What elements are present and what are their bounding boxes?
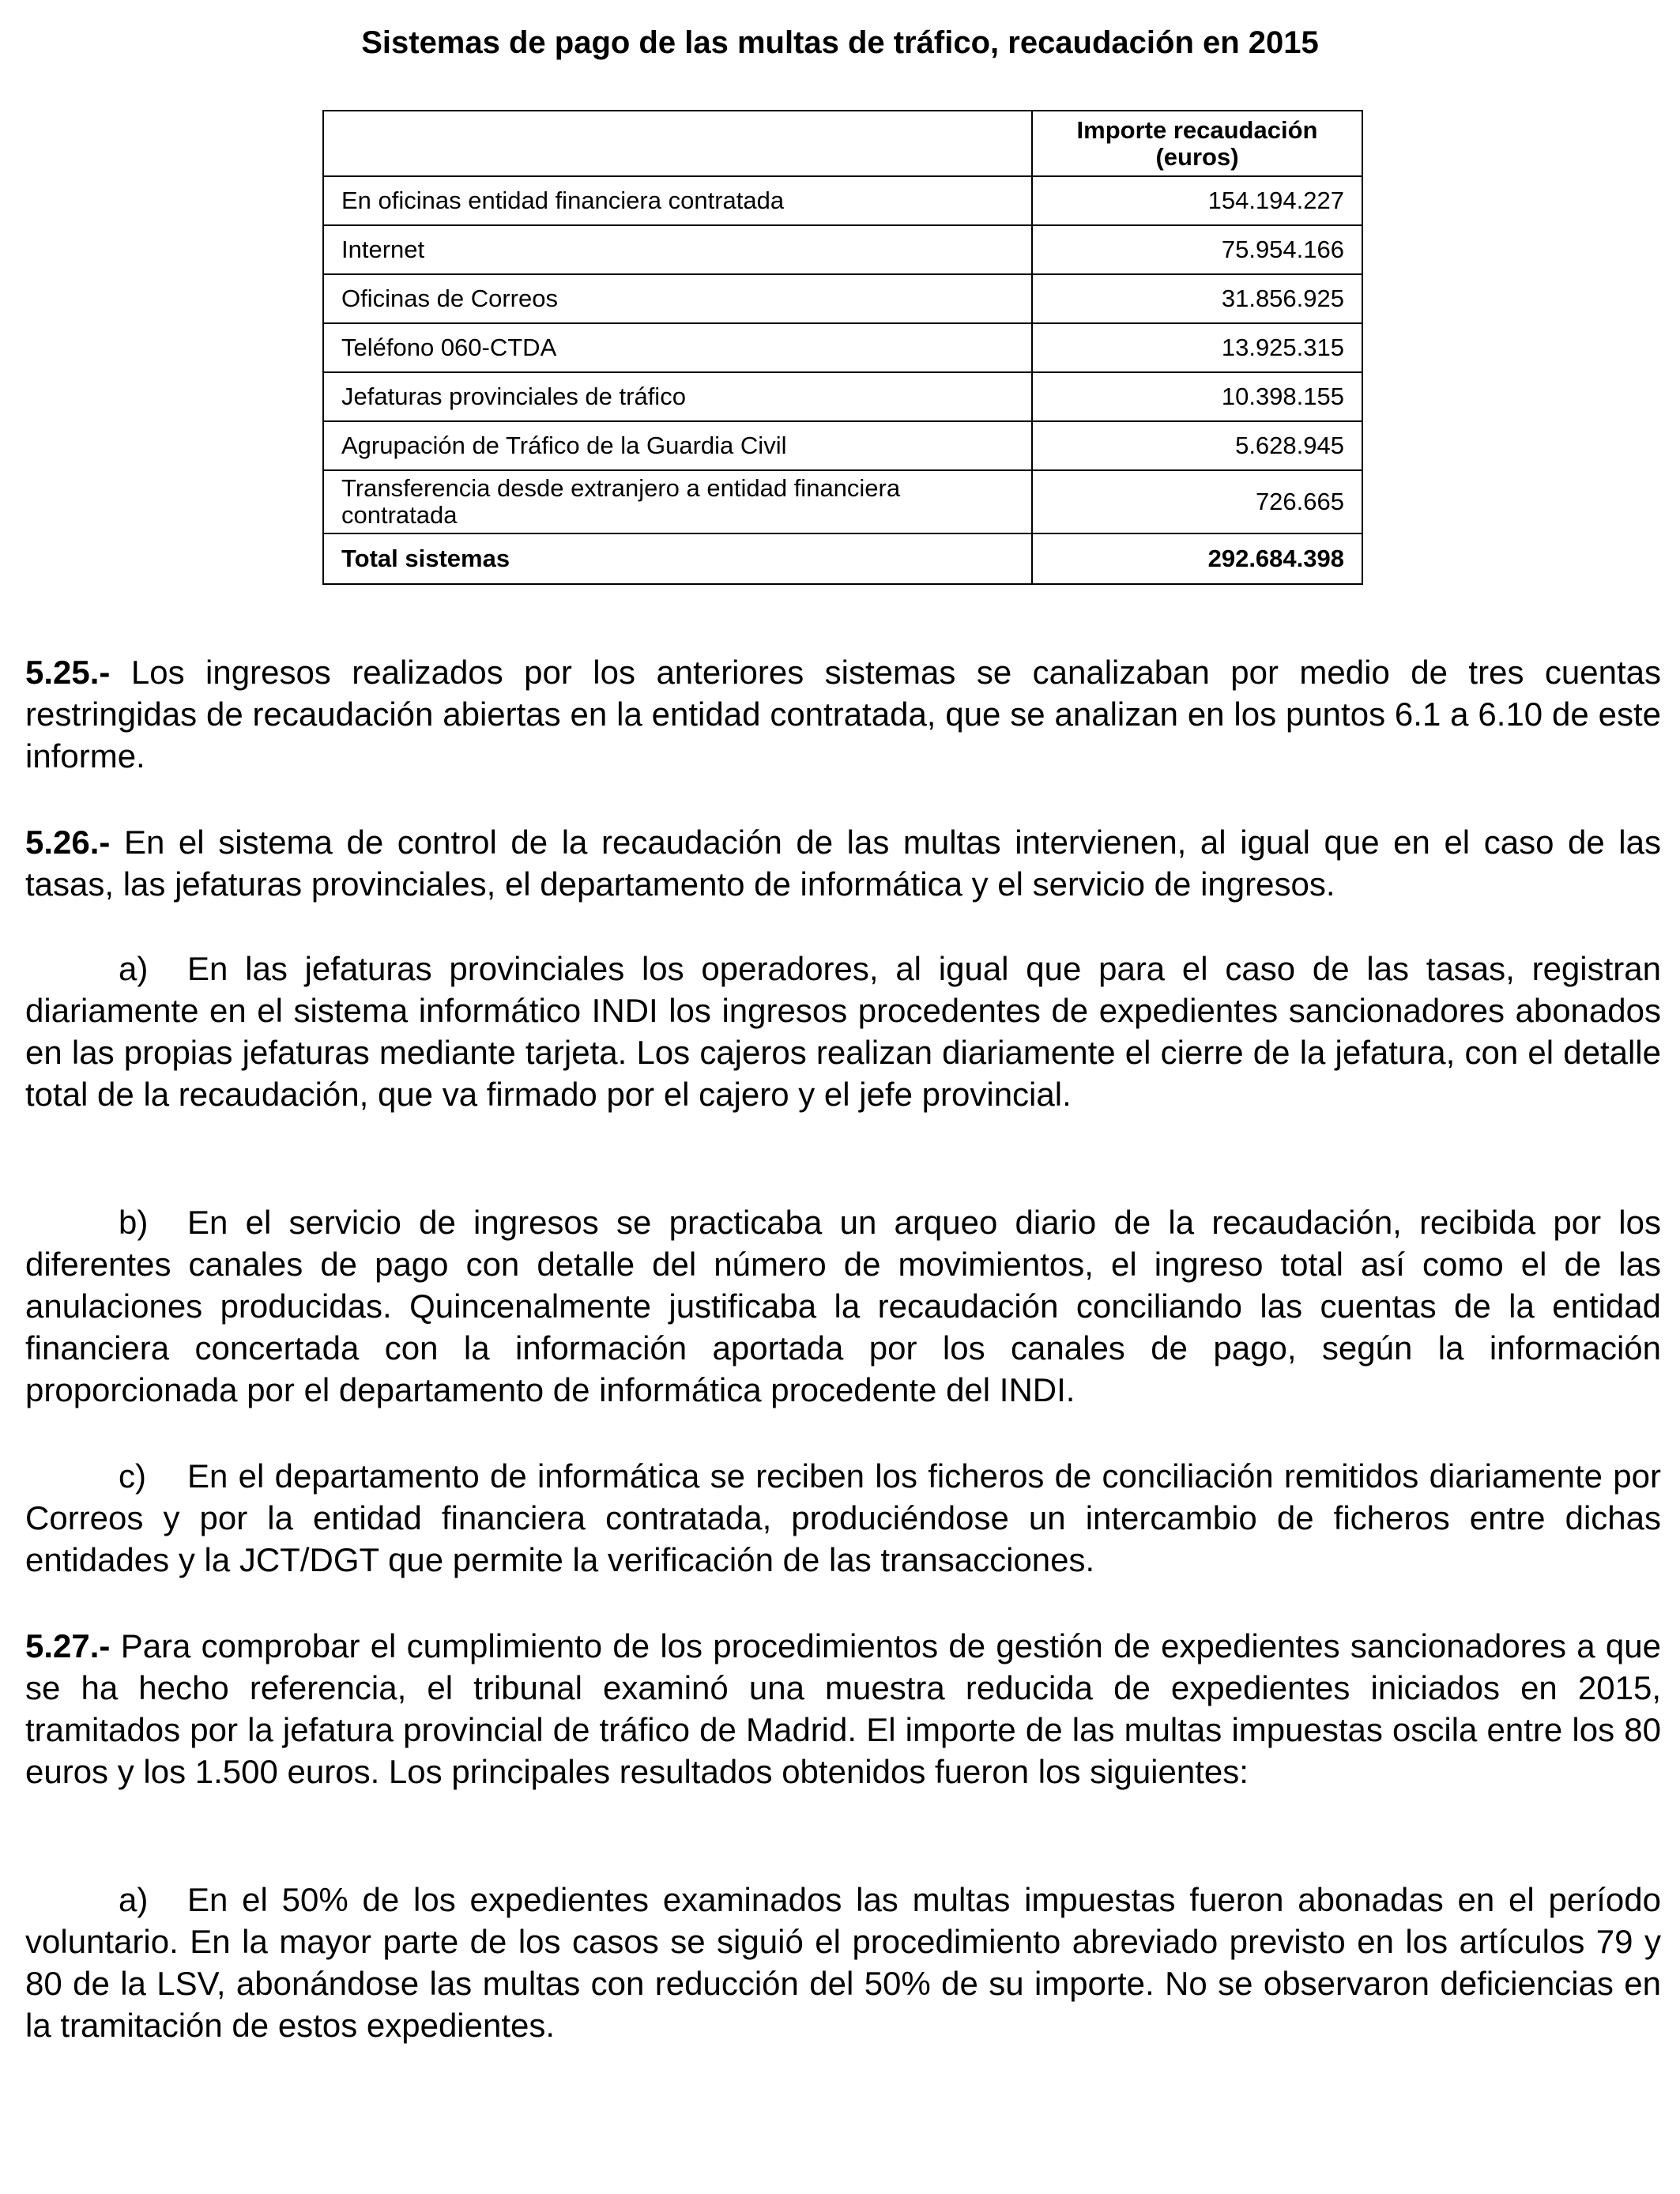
paragraph-number: 5.26.- <box>25 824 111 861</box>
row-label: Agrupación de Tráfico de la Guardia Civil <box>323 421 1032 470</box>
row-value: 13.925.315 <box>1032 323 1362 372</box>
row-value: 5.628.945 <box>1032 421 1362 470</box>
row-value: 154.194.227 <box>1032 176 1362 225</box>
paragraph-number: 5.25.- <box>25 654 111 691</box>
table-row <box>323 176 1362 225</box>
row-label: Internet <box>323 225 1032 274</box>
table-row <box>323 421 1362 470</box>
paragraph-5-27 <box>25 1625 1661 1793</box>
paragraph-text: En las jefaturas provinciales los operadores, al igual que para el caso de las tasas, registran diariamente en el sistema informático INDI los ingresos procedentes de expedientes sancionadores abonados en las propias jefaturas mediante tarjeta. Los cajeros realizan diariamente el cierre de la jefatura, con el detalle total de la recaudación, que va firmado por el cajero y el jefe provincial. <box>25 950 1661 1113</box>
total-label: Total sistemas <box>323 533 1032 584</box>
row-value: 10.398.155 <box>1032 372 1362 421</box>
paragraph-text: Para comprobar el cumplimiento de los procedimientos de gestión de expedientes sancionadores a que se ha hecho referencia, el tribunal examinó una muestra reducida de expedientes iniciados en 2015, tramitados por la jefatura provincial de tráfico de Madrid. El importe de las multas impuestas oscila entre los 80 euros y los 1.500 euros. Los principales resultados obtenidos fueron los siguientes: <box>25 1627 1662 1790</box>
item-letter: b) <box>119 1204 149 1241</box>
table-row <box>323 323 1362 372</box>
paragraph-text: En el 50% de los expedientes examinados las multas impuestas fueron abonadas en el período voluntario. En la mayor parte de los casos se siguió el procedimiento abreviado previsto en los artículos 79 y 80 de la LSV, abonándose las multas con reducción del 50% de su importe. No se observaron deficiencias en la tramitación de estos expedientes. <box>25 1881 1661 2044</box>
collection-table <box>322 110 1363 585</box>
paragraph-5-26-c <box>25 1455 1661 1581</box>
item-letter: a) <box>119 950 149 987</box>
paragraph-5-26 <box>25 821 1661 905</box>
item-letter: c) <box>119 1457 146 1495</box>
row-value: 31.856.925 <box>1032 274 1362 323</box>
paragraph-5-26-a <box>25 948 1661 1115</box>
paragraph-number: 5.27.- <box>25 1627 111 1664</box>
header-line-2: (euros) <box>1155 142 1239 171</box>
table-row <box>323 372 1362 421</box>
row-label: En oficinas entidad financiera contratada <box>323 176 1032 225</box>
table-row <box>323 274 1362 323</box>
paragraph-text: En el sistema de control de la recaudación de las multas intervienen, al igual que en el caso de las tasas, las jefaturas provinciales, el departamento de informática y el servicio de ingresos. <box>25 824 1661 903</box>
total-value: 292.684.398 <box>1032 533 1362 584</box>
paragraph-5-25 <box>25 651 1661 777</box>
paragraph-5-27-a <box>25 1879 1661 2046</box>
paragraph-text: Los ingresos realizados por los anteriores sistemas se canalizaban por medio de tres cuentas restringidas de recaudación abiertas en la entidad contratada, que se analizan en los puntos 6.1 a 6.10 de este informe. <box>25 654 1661 775</box>
header-amount-cell <box>1032 111 1362 176</box>
row-value: 726.665 <box>1032 470 1362 533</box>
header-line-1: Importe recaudación <box>1076 115 1318 144</box>
header-empty-cell <box>323 111 1032 176</box>
table-title: Sistemas de pago de las multas de tráfico, recaudación en 2015 <box>361 25 1319 60</box>
table-header-row <box>323 111 1362 176</box>
row-label: Teléfono 060-CTDA <box>323 323 1032 372</box>
row-label: Transferencia desde extranjero a entidad financiera contratada <box>323 470 1032 533</box>
item-letter: a) <box>119 1881 149 1918</box>
table-row <box>323 225 1362 274</box>
row-label: Jefaturas provinciales de tráfico <box>323 372 1032 421</box>
table-row <box>323 470 1362 533</box>
paragraph-5-26-b <box>25 1201 1661 1411</box>
row-label: Oficinas de Correos <box>323 274 1032 323</box>
paragraph-text: En el servicio de ingresos se practicaba un arqueo diario de la recaudación, recibida por los diferentes canales de pago con detalle del número de movimientos, el ingreso total así como el de las anulaciones producidas. Quincenalmente justificaba la recaudación conciliando las cuentas de la entidad financiera concertada con la información aportada por los canales de pago, según la información proporcionada por el departamento de informática procedente del INDI. <box>25 1204 1661 1408</box>
table-total-row <box>323 533 1362 584</box>
paragraph-text: En el departamento de informática se reciben los ficheros de conciliación remitidos diariamente por Correos y por la entidad financiera contratada, produciéndose un intercambio de ficheros entre dichas entidades y la JCT/DGT que permite la verificación de las transacciones. <box>25 1457 1661 1578</box>
row-value: 75.954.166 <box>1032 225 1362 274</box>
